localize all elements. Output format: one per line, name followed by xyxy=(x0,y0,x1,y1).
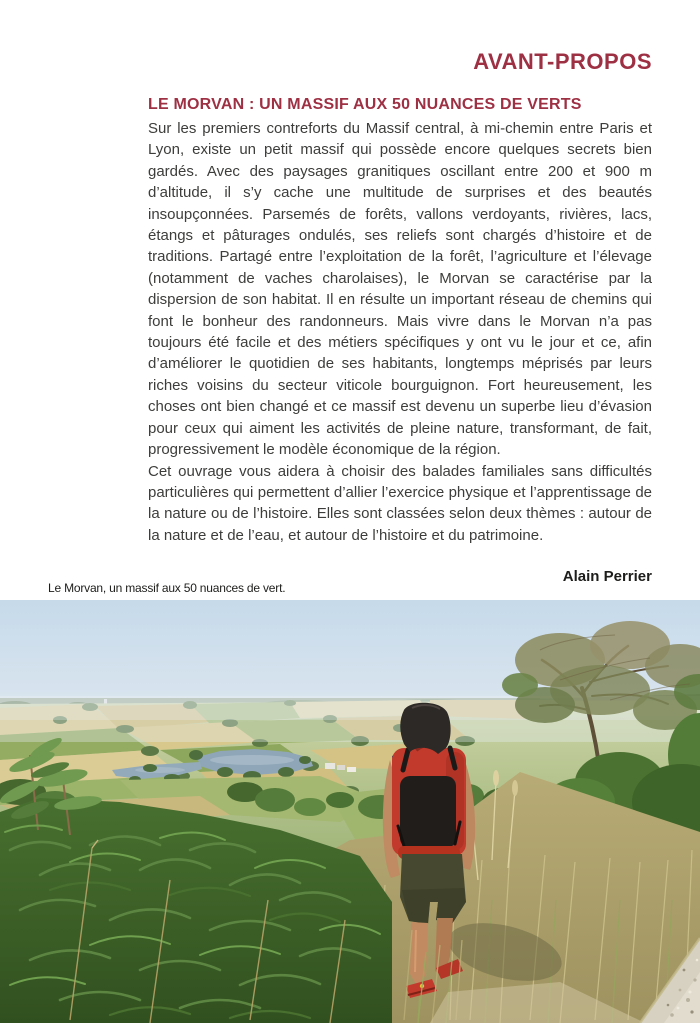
section-title: LE MORVAN : UN MASSIF AUX 50 NUANCES DE VERTS xyxy=(148,96,582,113)
page-title: AVANT-PROPOS xyxy=(473,49,652,74)
main-text-block xyxy=(148,96,652,585)
author-signature: Alain Perrier xyxy=(562,568,652,586)
photo-caption: Le Morvan, un massif aux 50 nuances de vert. xyxy=(48,581,286,595)
paragraph-2: Cet ouvrage vous aidera à choisir des balades familiales sans difficultés particulières qui permettent d’allier l’exercice physique et l’apprentissage de la nature ou de l’histoire. Elles sont classées selon deux thèmes : autour de la nature et de l’eau, et autour de l’histoire et du patrimoine. xyxy=(148,462,652,544)
body-text xyxy=(148,118,652,546)
paragraph-1: Sur les premiers contreforts du Massif central, à mi-chemin entre Paris et Lyon, existe un petit massif qui possède encore quelques secrets bien gardés. Avec des paysages granitiques oscillant entre 200 et 900 m d’altitude, il s’y cache une multitude de surprises et des beautés insoupçonnées. Parsemés de forêts, vallons verdoyants, rivières, lacs, étangs et pâturages ondulés, ses reliefs sont chargés d’histoire et de traditions. Partagé entre l’exploitation de la forêt, l’agriculture et l’élevage (notamment de vaches charolaises), le Morvan se caractérise par la dispersion de son habitat. Il en résulte un important réseau de chemins qui font le bonheur des randonneurs. Mais vivre dans le Morvan n’a pas toujours été facile et des métiers spécifiques y ont vu le jour et ce, afin d’améliorer le quotidien de ses habitants, longtemps méprisés par leurs riches voisins du secteur viticole bourguignon. Fort heureusement, les choses ont bien changé et ce massif est devenu un superbe lieu d’évasion pour ceux qui aiment les activités de pleine nature, transformant, de fait, progressivement le modèle économique de la région. xyxy=(148,120,652,459)
morvan-landscape-photo xyxy=(0,600,700,1023)
